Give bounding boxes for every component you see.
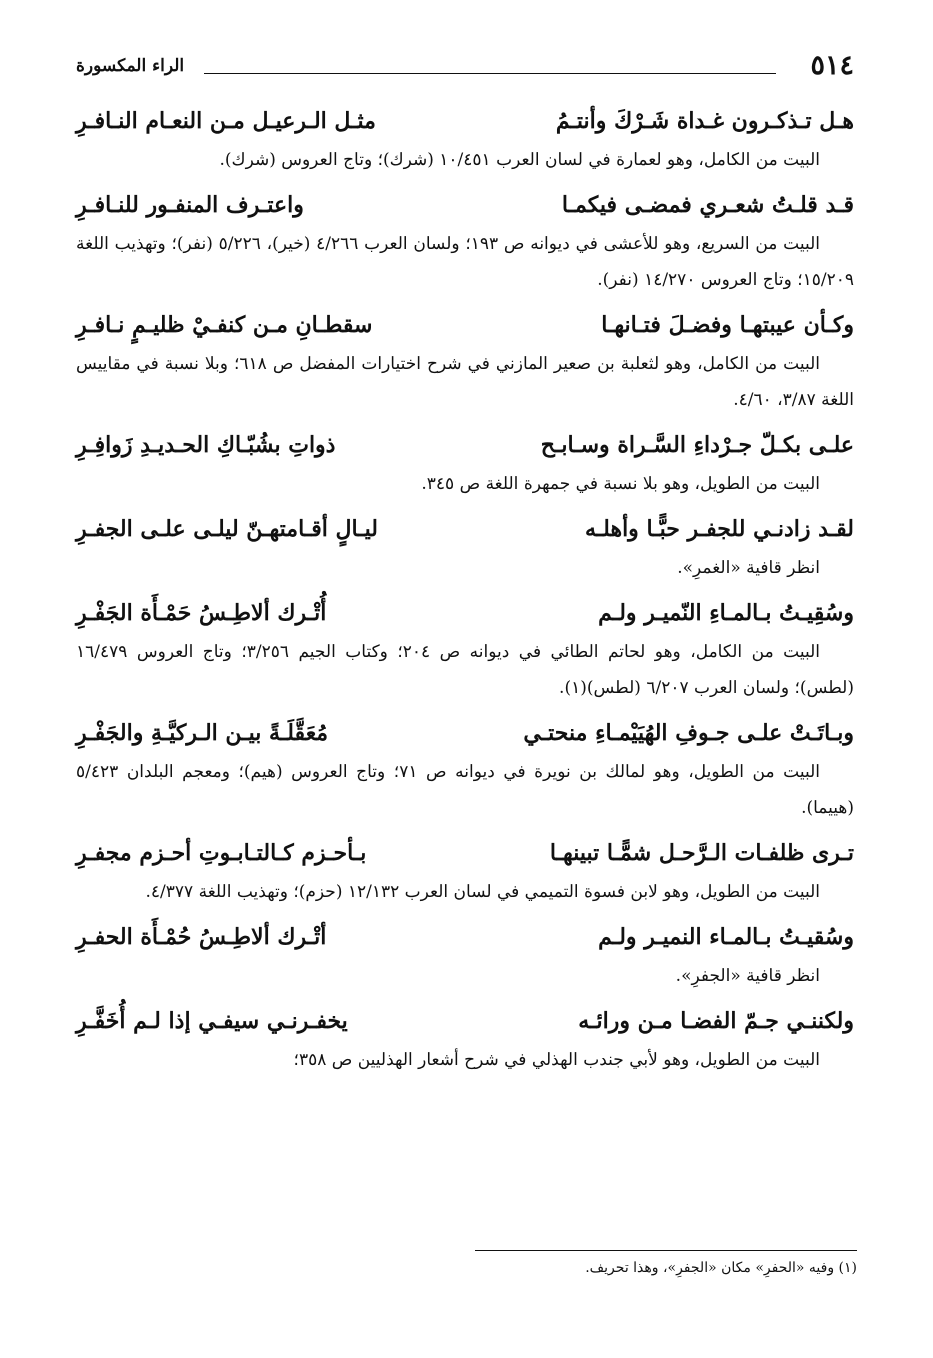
- footnote-rule: [475, 1250, 857, 1251]
- verse-note: انظر قافية «الغمرِ».: [677, 558, 820, 578]
- first-hemistich: لقـد زادنـي للجفـر حبًّـا وأهلـه: [584, 516, 854, 542]
- second-hemistich: يخفـرنـي سيفـي إذا لـم أُخَفَّـرِ: [76, 1008, 348, 1034]
- running-title: الراء المكسورة: [76, 56, 185, 76]
- second-hemistich: ذواتِ بشُبّـاكِ الحـديـدِ زَوافِـرِ: [76, 432, 336, 458]
- verse-entry: [76, 300, 854, 418]
- second-hemistich: ليـالٍ أقـامتهـنّ ليلـى علـى الجفـرِ: [76, 516, 378, 542]
- verse-entry: [76, 996, 854, 1078]
- verse-entry: [76, 504, 854, 586]
- verse-note: البيت من الطويل، وهو بلا نسبة في جمهرة اللغة ص ٣٤٥.: [421, 474, 820, 494]
- verse-entry: [76, 912, 854, 994]
- second-hemistich: سقطـانِ مـن كنفـيْ ظليـمٍ نـافـرِ: [76, 312, 373, 338]
- verse-line: [76, 420, 854, 470]
- second-hemistich: واعتـرف المنفـور للنـافـرِ: [76, 192, 304, 218]
- verse-line: [76, 996, 854, 1046]
- second-hemistich: بـأحـزم كـالتـابـوتِ أحـزم مجفـرِ: [76, 840, 367, 866]
- verse-entry: [76, 180, 854, 298]
- verse-note: البيت من الكامل، وهو لعمارة في لسان العرب ١٠/٤٥١ (شرك)؛ وتاج العروس (شرك).: [219, 150, 820, 170]
- verse-note: البيت من الطويل، وهو لأبي جندب الهذلي في شرح أشعار الهذليين ص ٣٥٨؛: [293, 1050, 820, 1070]
- verse-line: [76, 912, 854, 962]
- footnote: (١) وفيه «الحفرِ» مكان «الجفرِ»، وهذا تحريف.: [585, 1260, 857, 1276]
- verse-note: انظر قافية «الجفرِ».: [675, 966, 820, 986]
- first-hemistich: قـد قلـتُ شعـري فمضـى فيكمـا: [561, 192, 854, 218]
- verse-note: البيت من الكامل، وهو لحاتم الطائي في ديوانه ص ٢٠٤؛ وكتاب الجيم ٣/٢٥٦؛ وتاج العروس ١٦/٤٧٩ (لطس)؛ ولسان العرب ٦/٢٠٧ (لطس)(١).: [76, 642, 854, 698]
- verse-note: البيت من السريع، وهو للأعشى في ديوانه ص ١٩٣؛ ولسان العرب ٤/٢٦٦ (خير)، ٥/٢٢٦ (نفر)؛ وتهذيب اللغة ١٥/٢٠٩؛ وتاج العروس ١٤/٢٧٠ (نفر).: [76, 234, 854, 290]
- verse-line: [76, 828, 854, 878]
- first-hemistich: وكـأن عيبتهـا وفضـلَ فتـانهـا: [601, 312, 854, 338]
- verse-list: [76, 96, 854, 1080]
- first-hemistich: وبـاتَـتْ علـى جـوفِ الهُيَيْمـاءِ منحتـي: [523, 720, 854, 746]
- verse-line: [76, 300, 854, 350]
- verse-line: [76, 96, 854, 146]
- first-hemistich: وسُقيـتُ بـالمـاء النميـر ولـم: [598, 924, 854, 950]
- page-header: [76, 50, 854, 84]
- second-hemistich: أُتْـرك ألاطِـسُ حَمْـأَة الجَفْـرِ: [76, 600, 327, 626]
- verse-entry: [76, 708, 854, 826]
- verse-note: البيت من الطويل، وهو لمالك بن نويرة في ديوانه ص ٧١؛ وتاج العروس (هيم)؛ ومعجم البلدان ٥/٤٢٣ (هييما).: [76, 762, 854, 818]
- first-hemistich: علـى بكـلّ جـرْداءِ السَّـراة وسـابـح: [540, 432, 854, 458]
- header-rule: [204, 73, 776, 74]
- second-hemistich: مُعَقَّلَـةً بيـن الـركيَّـةِ والجَفْـرِ: [76, 720, 329, 746]
- first-hemistich: هـل تـذكـرون غـداة شَـرْكَ وأنتـمُ: [555, 108, 854, 134]
- first-hemistich: ولكننـي جـمّ الفضـا مـن ورائـه: [578, 1008, 854, 1034]
- second-hemistich: مثـل الـرعيـل مـن النعـام النـافـرِ: [76, 108, 376, 134]
- verse-entry: [76, 96, 854, 178]
- first-hemistich: وسُقِيـتُ بـالمـاءِ النّميـر ولـم: [598, 600, 854, 626]
- verse-line: [76, 504, 854, 554]
- verse-note: البيت من الطويل، وهو لابن فسوة التميمي في لسان العرب ١٢/١٣٢ (حزم)؛ وتهذيب اللغة ٤/٣٧٧.: [145, 882, 820, 902]
- verse-line: [76, 708, 854, 758]
- verse-entry: [76, 828, 854, 910]
- second-hemistich: أتْـرك ألاطِـسُ حُمْـأَة الحفـرِ: [76, 924, 327, 950]
- verse-line: [76, 180, 854, 230]
- verse-line: [76, 588, 854, 638]
- verse-entry: [76, 420, 854, 502]
- verse-note: البيت من الكامل، وهو لثعلبة بن صعير المازني في شرح اختيارات المفضل ص ٦١٨؛ وبلا نسبة في مقاييس اللغة ٣/٨٧، ٤/٦٠.: [76, 354, 854, 410]
- verse-entry: [76, 588, 854, 706]
- page-number: ٥١٤: [810, 50, 854, 81]
- first-hemistich: تـرى ظلفـات الـرَّحـل شمًّـا تبينهـا: [549, 840, 854, 866]
